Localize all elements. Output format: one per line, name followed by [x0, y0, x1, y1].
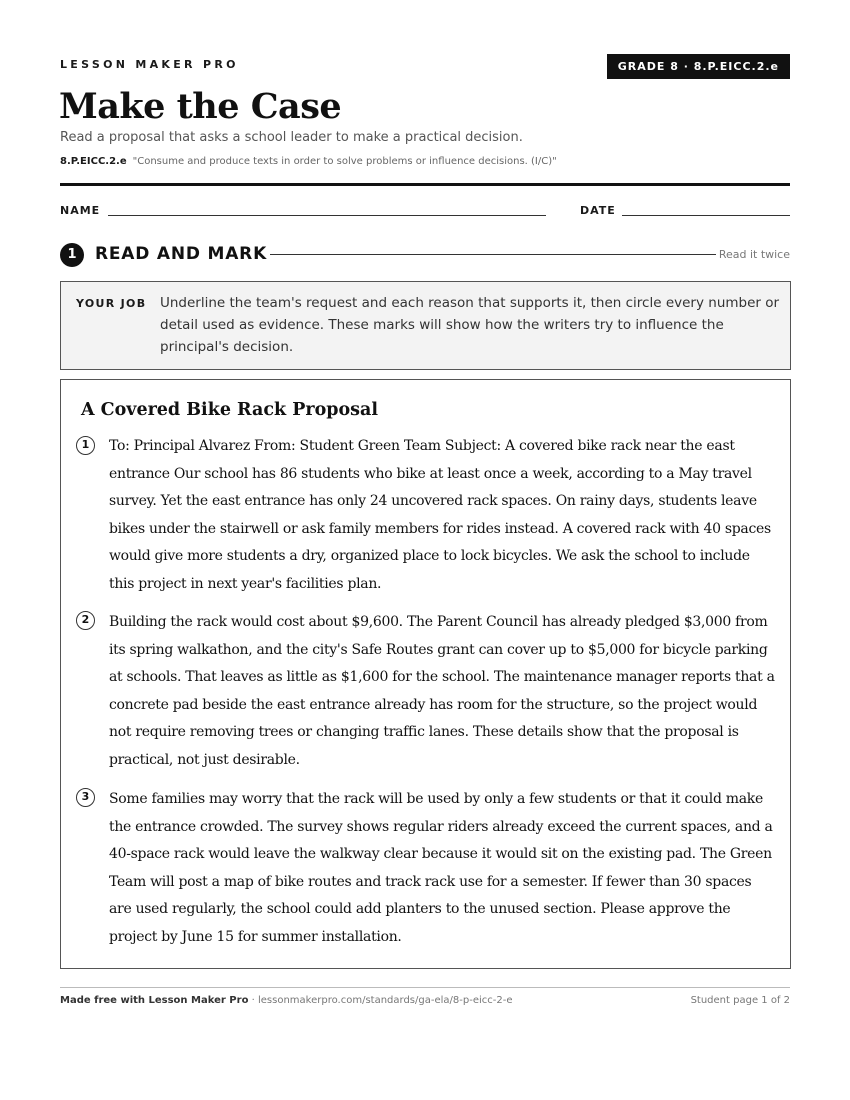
section-divider [270, 254, 716, 255]
page-title: Make the Case [59, 86, 342, 127]
grade-badge: GRADE 8 · 8.P.EICC.2.e [607, 54, 790, 79]
header-divider [60, 183, 790, 186]
footer-credit [60, 995, 512, 1006]
passage-title: A Covered Bike Rack Proposal [81, 400, 379, 420]
paragraph-3: Some families may worry that the rack will be used by only a few students or that it could make the entrance crowded. The survey shows regular riders already exceed the current spaces, and a 40-space rack would leave the walkway clear because it would sit on the existing pad. The Green Team will post a map of bike routes and track rack use for a semester. If fewer than 30 spaces are used regularly, the school could add planters to the unused section. Please approve the project by June 15 for summer installation. [109, 791, 773, 945]
page-subtitle: Read a proposal that asks a school leader to make a practical decision. [60, 130, 523, 145]
page-number: Student page 1 of 2 [690, 995, 790, 1006]
footer-url[interactable]: lessonmakerpro.com/standards/ga-ela/8-p-eicc-2-e [257, 995, 513, 1006]
standard-code: 8.P.EICC.2.e [60, 156, 127, 167]
brand-name: LESSON MAKER PRO [60, 58, 239, 71]
footer-separator: · [248, 995, 258, 1006]
instructions-text: Underline the team's request and each reason that supports it, then circle every number or detail used as evidence. These marks will show how the writers try to influence the principal's decision. [160, 295, 780, 355]
reading-passage [60, 379, 791, 969]
paragraph-number: 1 [76, 436, 95, 455]
paragraph-number: 2 [76, 611, 95, 630]
section-note: Read it twice [718, 248, 790, 261]
date-field[interactable] [622, 215, 790, 216]
section-title: READ AND MARK [95, 244, 268, 264]
standard-line [60, 156, 557, 167]
date-label: DATE [580, 204, 616, 217]
paragraph-2: Building the rack would cost about $9,600. The Parent Council has already pledged $3,000 from its spring walkathon, and the city's Safe Routes grant can cover up to $5,000 for bicycle parking at schools. That leaves as little as $1,600 for the school. The maintenance manager reports that a concrete pad beside the east entrance already has room for the structure, so the project would not require removing trees or changing traffic lanes. These details show that the proposal is practical, not just desirable. [109, 614, 775, 768]
paragraph-number: 3 [76, 788, 95, 807]
instructions-box [60, 281, 791, 370]
standard-text: "Consume and produce texts in order to solve problems or influence decisions. (I/C)" [132, 156, 557, 167]
section-number-badge: 1 [60, 243, 84, 267]
name-field[interactable] [108, 215, 546, 216]
footer-divider [60, 987, 790, 988]
footer-made-with: Made free with Lesson Maker Pro [60, 995, 249, 1006]
paragraph-1: To: Principal Alvarez From: Student Green Team Subject: A covered bike rack near the east entrance Our school has 86 students who bike at least once a week, according to a May travel survey. Yet the east entrance has only 24 uncovered rack spaces. On rainy days, students leave bikes under the stairwell or ask family members for rides instead. A covered rack with 40 spaces would give more students a dry, organized place to lock bicycles. We ask the school to include this project in next year's facilities plan. [109, 438, 771, 592]
instructions-label: YOUR JOB [76, 297, 147, 310]
name-label: NAME [60, 204, 101, 217]
